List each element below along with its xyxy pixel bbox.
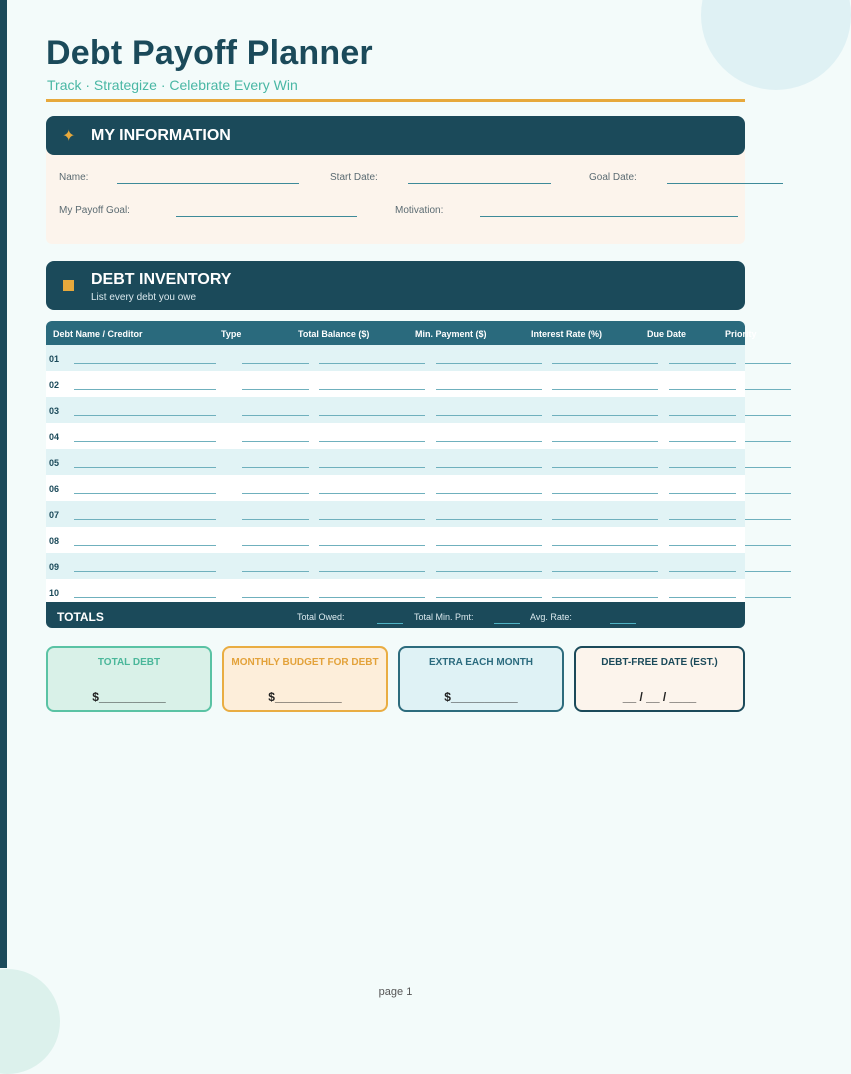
row-number: 01 xyxy=(49,354,60,364)
row-number: 02 xyxy=(49,380,60,390)
table-cell-field[interactable] xyxy=(242,415,309,416)
motivation-field[interactable] xyxy=(480,216,738,217)
row-background xyxy=(46,449,745,475)
table-cell-field[interactable] xyxy=(319,571,425,572)
table-cell-field[interactable] xyxy=(745,493,791,494)
table-row xyxy=(46,527,791,553)
row-number: 10 xyxy=(49,588,60,598)
table-cell-field[interactable] xyxy=(242,467,309,468)
monthly-budget-card xyxy=(222,646,388,712)
table-cell-field[interactable] xyxy=(552,467,658,468)
table-cell-field[interactable] xyxy=(436,467,542,468)
table-cell-field[interactable] xyxy=(552,441,658,442)
table-cell-field[interactable] xyxy=(319,493,425,494)
table-cell-field[interactable] xyxy=(319,389,425,390)
column-header: Total Balance ($) xyxy=(298,329,370,339)
table-cell-field[interactable] xyxy=(436,415,542,416)
table-cell-field[interactable] xyxy=(552,597,658,598)
table-cell-field[interactable] xyxy=(436,597,542,598)
row-number: 09 xyxy=(49,562,60,572)
payoff-goal-field[interactable] xyxy=(176,216,357,217)
totals-label: TOTALS xyxy=(57,610,104,624)
table-cell-field[interactable] xyxy=(74,441,216,442)
table-cell-field[interactable] xyxy=(242,597,309,598)
table-cell-field[interactable] xyxy=(552,545,658,546)
row-number: 05 xyxy=(49,458,60,468)
table-cell-field[interactable] xyxy=(436,363,542,364)
debt-inventory-title: DEBT INVENTORY xyxy=(91,271,232,288)
table-row xyxy=(46,449,791,475)
my-information-title: MY INFORMATION xyxy=(91,127,231,144)
table-cell-field[interactable] xyxy=(436,441,542,442)
table-cell-field[interactable] xyxy=(436,519,542,520)
extra-each-month-card xyxy=(398,646,564,712)
table-cell-field[interactable] xyxy=(319,597,425,598)
table-cell-field[interactable] xyxy=(745,545,791,546)
table-cell-field[interactable] xyxy=(74,545,216,546)
table-cell-field[interactable] xyxy=(319,545,425,546)
table-cell-field[interactable] xyxy=(669,415,736,416)
start-date-field[interactable] xyxy=(408,183,551,184)
row-background xyxy=(46,527,745,553)
table-cell-field[interactable] xyxy=(552,519,658,520)
table-row xyxy=(46,345,791,371)
table-cell-field[interactable] xyxy=(745,363,791,364)
table-cell-field[interactable] xyxy=(242,441,309,442)
star-icon: ✦ xyxy=(62,128,76,145)
table-cell-field[interactable] xyxy=(319,519,425,520)
table-cell-field[interactable] xyxy=(436,571,542,572)
row-number: 07 xyxy=(49,510,60,520)
table-cell-field[interactable] xyxy=(74,571,216,572)
table-cell-field[interactable] xyxy=(745,467,791,468)
debt-inventory-subtitle: List every debt you owe xyxy=(91,292,197,303)
column-header: Type xyxy=(221,329,242,339)
total-owed-field[interactable] xyxy=(377,623,403,624)
table-cell-field[interactable] xyxy=(242,519,309,520)
table-cell-field[interactable] xyxy=(669,571,736,572)
decorative-circle-bottom-left xyxy=(0,969,60,1074)
table-cell-field[interactable] xyxy=(242,571,309,572)
table-cell-field[interactable] xyxy=(74,467,216,468)
name-field[interactable] xyxy=(117,183,299,184)
card-title: TOTAL DEBT xyxy=(97,657,161,668)
card-value-field[interactable]: $__________ xyxy=(92,690,166,704)
motivation-label: Motivation: xyxy=(395,205,444,216)
table-cell-field[interactable] xyxy=(745,571,791,572)
table-cell-field[interactable] xyxy=(745,389,791,390)
table-cell-field[interactable] xyxy=(74,415,216,416)
table-cell-field[interactable] xyxy=(745,441,791,442)
table-cell-field[interactable] xyxy=(669,545,736,546)
table-row xyxy=(46,475,791,501)
row-number: 03 xyxy=(49,406,60,416)
table-row xyxy=(46,553,791,579)
row-number: 06 xyxy=(49,484,60,494)
left-accent-stripe xyxy=(0,0,7,968)
table-cell-field[interactable] xyxy=(74,363,216,364)
avg-rate-label: Avg. Rate: xyxy=(530,612,572,622)
total-min-pmt-field[interactable] xyxy=(494,623,520,624)
table-cell-field[interactable] xyxy=(552,415,658,416)
my-information-panel xyxy=(46,150,745,244)
debt-table-header xyxy=(46,321,757,345)
goal-date-field[interactable] xyxy=(667,183,783,184)
row-background xyxy=(46,475,745,501)
table-cell-field[interactable] xyxy=(74,389,216,390)
table-cell-field[interactable] xyxy=(242,389,309,390)
debt-inventory-header xyxy=(46,261,745,310)
table-cell-field[interactable] xyxy=(669,467,736,468)
row-background xyxy=(46,553,745,579)
table-row xyxy=(46,501,791,527)
column-header: Debt Name / Creditor xyxy=(53,329,143,339)
row-background xyxy=(46,501,745,527)
payoff-goal-label: My Payoff Goal: xyxy=(59,205,130,216)
total-min-pmt-label: Total Min. Pmt: xyxy=(414,612,474,622)
table-cell-field[interactable] xyxy=(242,493,309,494)
total-debt-card xyxy=(46,646,212,712)
table-cell-field[interactable] xyxy=(669,363,736,364)
totals-bar xyxy=(46,602,745,628)
page-number: page 1 xyxy=(378,986,413,998)
table-cell-field[interactable] xyxy=(552,363,658,364)
table-cell-field[interactable] xyxy=(319,467,425,468)
card-value-field[interactable]: __ / __ / ____ xyxy=(622,690,697,704)
row-background xyxy=(46,371,745,397)
decorative-circle-top-right xyxy=(701,0,851,90)
card-title: EXTRA EACH MONTH xyxy=(428,657,534,668)
start-date-label: Start Date: xyxy=(330,172,378,183)
table-cell-field[interactable] xyxy=(745,415,791,416)
table-row xyxy=(46,371,791,397)
title-divider xyxy=(46,99,745,102)
column-header: Due Date xyxy=(647,329,687,339)
name-label: Name: xyxy=(59,172,89,183)
table-cell-field[interactable] xyxy=(319,441,425,442)
card-value-field[interactable]: $__________ xyxy=(268,690,342,704)
table-cell-field[interactable] xyxy=(74,519,216,520)
table-cell-field[interactable] xyxy=(552,571,658,572)
column-header: Priority xyxy=(725,329,757,339)
row-background xyxy=(46,397,745,423)
table-row xyxy=(46,423,791,449)
table-cell-field[interactable] xyxy=(319,415,425,416)
table-cell-field[interactable] xyxy=(74,493,216,494)
card-title: MONTHLY BUDGET FOR DEBT xyxy=(231,657,379,668)
row-number: 04 xyxy=(49,432,60,442)
card-title: DEBT-FREE DATE (EST.) xyxy=(601,657,718,668)
table-cell-field[interactable] xyxy=(745,597,791,598)
my-information-header xyxy=(46,116,745,155)
table-cell-field[interactable] xyxy=(436,493,542,494)
page-subtitle: Track · Strategize · Celebrate Every Win xyxy=(47,77,298,93)
row-background xyxy=(46,423,745,449)
page-title: Debt Payoff Planner xyxy=(46,34,373,72)
table-cell-field[interactable] xyxy=(669,597,736,598)
debt-free-date-card xyxy=(574,646,745,712)
table-row xyxy=(46,397,791,423)
goal-date-label: Goal Date: xyxy=(589,172,637,183)
table-cell-field[interactable] xyxy=(552,493,658,494)
column-header: Interest Rate (%) xyxy=(531,329,603,339)
square-icon xyxy=(63,280,74,291)
card-value-field[interactable]: $__________ xyxy=(444,690,518,704)
table-cell-field[interactable] xyxy=(436,389,542,390)
debt-table-body xyxy=(46,345,791,605)
table-cell-field[interactable] xyxy=(552,389,658,390)
table-cell-field[interactable] xyxy=(669,493,736,494)
table-cell-field[interactable] xyxy=(669,389,736,390)
table-cell-field[interactable] xyxy=(745,519,791,520)
row-background xyxy=(46,345,745,371)
table-cell-field[interactable] xyxy=(669,519,736,520)
table-cell-field[interactable] xyxy=(669,441,736,442)
row-number: 08 xyxy=(49,536,60,546)
table-cell-field[interactable] xyxy=(74,597,216,598)
table-cell-field[interactable] xyxy=(436,545,542,546)
table-cell-field[interactable] xyxy=(242,363,309,364)
table-cell-field[interactable] xyxy=(319,363,425,364)
total-owed-label: Total Owed: xyxy=(297,612,345,622)
avg-rate-field[interactable] xyxy=(610,623,636,624)
table-cell-field[interactable] xyxy=(242,545,309,546)
column-header: Min. Payment ($) xyxy=(415,329,487,339)
